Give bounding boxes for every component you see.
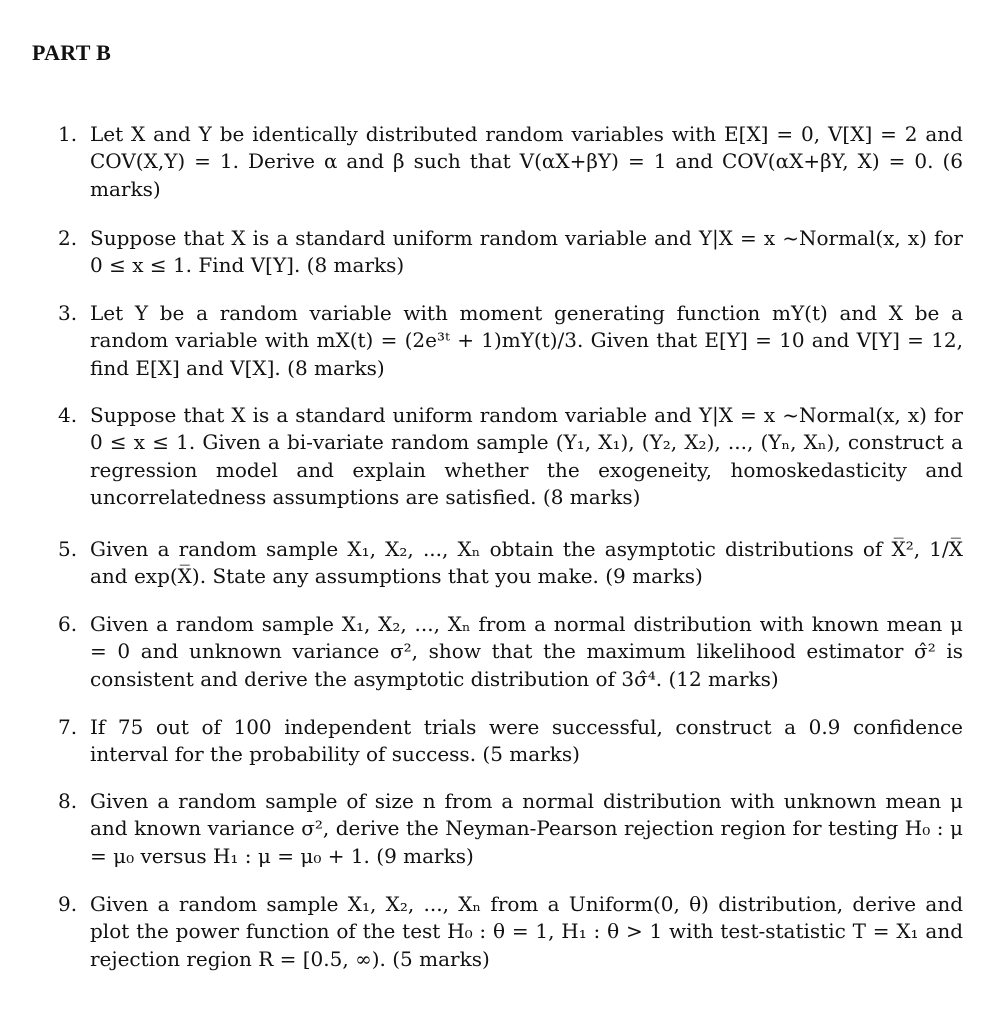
question-9 (58, 891, 963, 973)
question-number: 8. (58, 789, 78, 813)
question-number: 4. (58, 403, 78, 427)
question-4 (58, 402, 963, 512)
question-text: Given a random sample X₁, X₂, ..., Xₙ from a normal distribution with known mean μ = 0 and unknown variance σ², show that the maximum likelihood estimator σ̂² is consistent and derive the asymptotic distribution of 3σ̂⁴. (12 marks) (90, 612, 963, 691)
question-text: Suppose that X is a standard uniform random variable and Y|X = x ~Normal(x, x) for 0 ≤ x ≤ 1. Find V[Y]. (8 marks) (90, 226, 963, 278)
part-title: PART B (32, 40, 112, 65)
question-number: 2. (58, 226, 78, 250)
question-number: 9. (58, 892, 78, 916)
question-text: Given a random sample of size n from a normal distribution with unknown mean μ and known variance σ², derive the Neyman-Pearson rejection region for testing H₀ : μ = μ₀ versus H₁ : μ = μ₀ + 1. (9 marks) (90, 789, 963, 868)
question-2 (58, 225, 963, 280)
question-3 (58, 300, 963, 382)
question-text: Let X and Y be identically distributed random variables with E[X] = 0, V[X] = 2 and COV(X,Y) = 1. Derive α and β such that V(αX+βY) = 1 and COV(αX+βY, X) = 0. (6 marks) (90, 122, 963, 201)
question-text: Given a random sample X₁, X₂, ..., Xₙ obtain the asymptotic distributions of X̅², 1/X̅ and exp(X̅). State any assumptions that you make. (9 marks) (90, 537, 963, 589)
question-text: Let Y be a random variable with moment generating function mY(t) and X be a random variable with mX(t) = (2e³ᵗ + 1)mY(t)/3. Given that E[Y] = 10 and V[Y] = 12, find E[X] and V[X]. (8 marks) (90, 301, 963, 380)
question-6 (58, 611, 963, 693)
question-number: 5. (58, 537, 78, 561)
question-text: Given a random sample X₁, X₂, ..., Xₙ from a Uniform(0, θ) distribution, derive and plot the power function of the test H₀ : θ = 1, H₁ : θ > 1 with test-statistic T = X₁ and rejection region R = [0.5, ∞). (5 marks) (90, 892, 963, 971)
question-number: 1. (58, 122, 78, 146)
question-1 (58, 121, 963, 203)
question-number: 7. (58, 715, 78, 739)
question-text: Suppose that X is a standard uniform random variable and Y|X = x ~Normal(x, x) for 0 ≤ x ≤ 1. Given a bi-variate random sample (Y₁, X₁), (Y₂, X₂), ..., (Yₙ, Xₙ), construct a regression model and explain whether the exogeneity, homoskedasticity and uncorrelatedness assumptions are satisfied. (8 marks) (90, 403, 963, 510)
question-8 (58, 788, 963, 870)
question-number: 3. (58, 301, 78, 325)
question-number: 6. (58, 612, 78, 636)
question-7 (58, 714, 963, 769)
question-text: If 75 out of 100 independent trials were successful, construct a 0.9 confidence interval for the probability of success. (5 marks) (90, 715, 963, 767)
question-5 (58, 536, 963, 591)
